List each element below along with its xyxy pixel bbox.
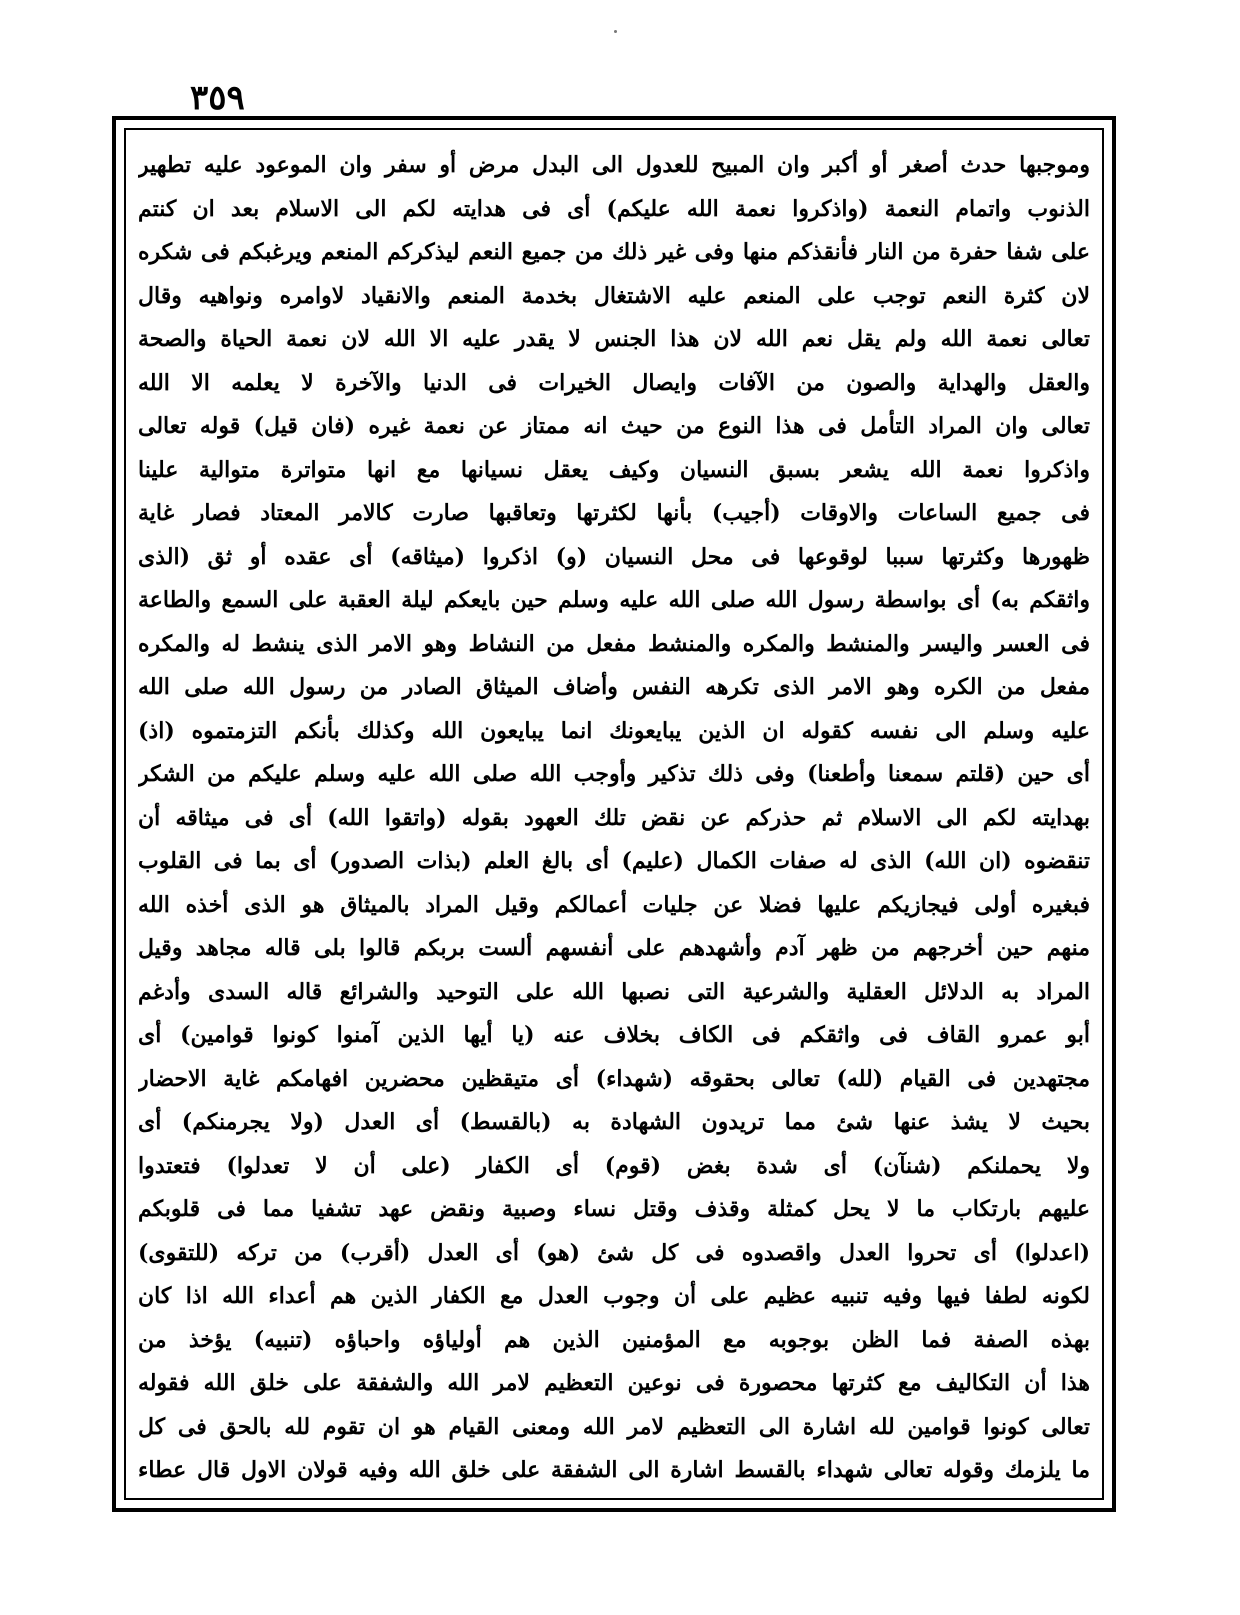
text-line: بحيث لا يشذ عنها شئ مما تريدون الشهادة به (بالقسط) أى العدل (ولا يجرمنكم) أى [138, 1109, 1090, 1135]
body-text [138, 148, 1090, 1488]
text-line: تنقضوه (ان الله) الذى له صفات الكمال (عليم) أى بالغ العلم (بذات الصدور) أى بما فى القلوب [138, 848, 1090, 874]
text-line: المراد به الدلائل العقلية والشرعية التى نصبها الله على التوحيد والشرائع قاله السدى وأدغم [138, 978, 1090, 1005]
text-line: ما يلزمك وقوله تعالى شهداء بالقسط اشارة الى الشفقة على خلق الله وفيه قولان الاول قال عطاء [138, 1457, 1090, 1483]
text-line: منهم حين أخرجهم من ظهر آدم وأشهدهم على أنفسهم ألست بربكم قالوا بلى قاله مجاهد وقيل [138, 935, 1090, 961]
text-line: هذا أن التكاليف مع كثرتها محصورة فى نوعين التعظيم لامر الله والشفقة على خلق الله فقوله [138, 1370, 1090, 1396]
text-line: ظهورها وكثرتها سببا لوقوعها فى محل النسيان (و) اذكروا (ميثاقه) أى عقده أو ثق (الذى [138, 543, 1090, 570]
page-number: ٣٥٩ [190, 78, 245, 118]
text-line: أى حين (قلتم سمعنا وأطعنا) وفى ذلك تذكير وأوجب الله صلى الله عليه وسلم عليكم من الشكر [138, 761, 1090, 787]
text-line: مفعل من الكره وهو الامر الذى تكرهه النفس وأضاف الميثاق الصادر من رسول الله صلى الله [138, 674, 1090, 700]
text-line: واثقكم به) أى بواسطة رسول الله صلى الله عليه وسلم حين بايعكم ليلة العقبة على السمع والطاعة [138, 587, 1090, 613]
text-line: بهدايته لكم الى الاسلام ثم حذركم عن نقض تلك العهود بقوله (واتقوا الله) أى فى ميثاقه أن [138, 804, 1090, 831]
text-line: على شفا حفرة من النار فأنقذكم منها وفى غير ذلك من جميع النعم ليذكركم المنعم ويرغبكم فى شكره [138, 239, 1090, 265]
text-line: والعقل والهداية والصون من الآفات وايصال الخيرات فى الدنيا والآخرة لا يعلمه الا الله [138, 369, 1090, 396]
text-line: (اعدلوا) أى تحروا العدل واقصدوه فى كل شئ (هو) أى العدل (أقرب) من تركه (للتقوى) [138, 1239, 1090, 1266]
text-line: بهذه الصفة فما الظن بوجوبه مع المؤمنين الذين هم أولياؤه واحباؤه (تنبيه) يؤخذ من [138, 1326, 1090, 1353]
text-line: الذنوب واتمام النعمة (واذكروا نعمة الله عليكم) أى فى هدايته لكم الى الاسلام بعد ان كنتم [138, 195, 1090, 222]
text-line: لكونه لطفا فيها وفيه تنبيه عظيم على أن وجوب العدل مع الكفار الذين هم أعداء الله اذا كان [138, 1283, 1090, 1309]
text-line: أبو عمرو القاف فى واثقكم فى الكاف بخلاف عنه (يا أيها الذين آمنوا كونوا قوامين) أى [138, 1022, 1090, 1048]
text-line: تعالى كونوا قوامين لله اشارة الى التعظيم لامر الله ومعنى القيام هو ان تقوم لله بالحق فى كل [138, 1413, 1090, 1440]
corner-mark [614, 30, 617, 33]
text-line: لان كثرة النعم توجب على المنعم عليه الاشتغال بخدمة المنعم والانقياد لاوامره ونواهيه وقال [138, 282, 1090, 309]
text-line: تعالى نعمة الله ولم يقل نعم الله لان هذا الجنس لا يقدر عليه الا الله لان نعمة الحياة والصحة [138, 326, 1090, 352]
text-line: مجتهدين فى القيام (لله) تعالى بحقوقه (شهداء) أى متيقظين محضرين افهامكم غاية الاحضار [138, 1065, 1090, 1092]
text-line: فى جميع الساعات والاوقات (أجيب) بأنها لكثرتها وتعاقبها صارت كالامر المعتاد فصار غاية [138, 500, 1090, 526]
text-line: تعالى وان المراد التأمل فى هذا النوع من حيث انه ممتاز عن نعمة غيره (فان قيل) قوله تعالى [138, 413, 1090, 439]
text-line: ولا يحملنكم (شنآن) أى شدة بغض (قوم) أى الكفار (على أن لا تعدلوا) فتعتدوا [138, 1152, 1090, 1179]
text-line: وموجبها حدث أصغر أو أكبر وان المبيح للعدول الى البدل مرض أو سفر وان الموعود عليه تطهير [138, 152, 1090, 178]
text-line: فبغيره أولى فيجازيكم عليها فضلا عن جليات أعمالكم وقيل المراد بالميثاق هو الذى أخذه الله [138, 891, 1090, 918]
text-line: واذكروا نعمة الله يشعر بسبق النسيان وكيف يعقل نسيانها مع انها متواترة متوالية علينا [138, 456, 1090, 483]
text-line: فى العسر واليسر والمنشط والمكره والمنشط مفعل من النشاط وهو الامر الذى ينشط له والمكره [138, 630, 1090, 657]
text-line: عليهم بارتكاب ما لا يحل كمثلة وقذف وقتل نساء وصبية ونقض عهد تشفيا مما فى قلوبكم [138, 1196, 1090, 1222]
text-line: عليه وسلم الى نفسه كقوله ان الذين يبايعونك انما يبايعون الله وكذلك بأنكم التزمتموه (اذ) [138, 717, 1090, 744]
page-frame [112, 116, 1116, 1512]
